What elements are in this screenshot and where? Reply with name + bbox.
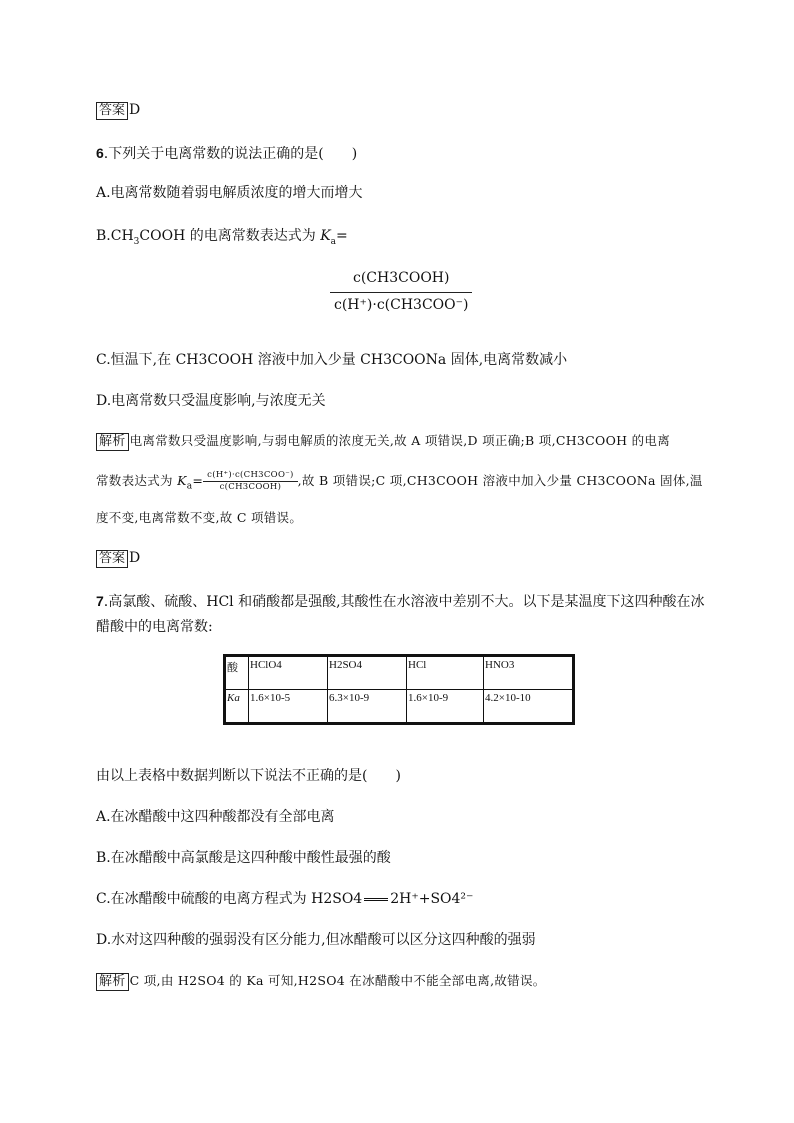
option-b-prefix: B.CH bbox=[96, 228, 134, 244]
equals-sign: = bbox=[336, 228, 348, 244]
q6-option-a: A.电离常数随着弱电解质浓度的增大而增大 bbox=[96, 185, 363, 201]
analysis-text: 电离常数只受温度影响,与弱电解质的浓度无关,故 A 项错误,D 项正确;B 项,CH3COOH 的电离 bbox=[129, 433, 670, 448]
q6-option-b: $B.CH_3COOH$ 的电离常数表达式为 $K_a=$ bbox=[96, 228, 348, 247]
answer-value: D bbox=[129, 550, 141, 566]
q6-stem bbox=[96, 143, 357, 164]
table-header-row bbox=[225, 656, 574, 690]
option-c-products: 2H⁺+SO4²⁻ bbox=[390, 891, 474, 907]
answer-tag: 答案 bbox=[96, 550, 128, 568]
table-cell: HNO3 bbox=[484, 656, 574, 690]
table-cell: HClO4 bbox=[249, 656, 328, 690]
q7-option-b: B.在冰醋酸中高氯酸是这四种酸中酸性最强的酸 bbox=[96, 850, 391, 866]
fraction-numerator: c(H⁺)·c(CH3COO⁻) bbox=[203, 470, 297, 482]
table-cell: 6.3×10-9 bbox=[328, 690, 407, 724]
answer-value: D bbox=[129, 102, 141, 118]
q6-analysis-line-1 bbox=[96, 431, 670, 451]
analysis-tag: 解析 bbox=[96, 973, 129, 991]
question-number: 7 bbox=[96, 593, 104, 609]
q6-analysis-line-3: 度不变,电离常数不变,故 C 项错误。 bbox=[96, 510, 303, 525]
table-cell: 酸 bbox=[225, 656, 249, 690]
analysis-tag: 解析 bbox=[96, 433, 129, 451]
answer-tag: 答案 bbox=[96, 102, 128, 120]
q6-option-c: C.恒温下,在 CH3COOH 溶液中加入少量 CH3COONa 固体,电离常数减小 bbox=[96, 352, 568, 368]
analysis-text: 常数表达式为 bbox=[96, 473, 178, 488]
q7-option-d: D.水对这四种酸的强弱没有区分能力,但冰醋酸可以区分这四种酸的强弱 bbox=[96, 932, 536, 948]
ionization-constant-table bbox=[223, 654, 575, 725]
q7-stem-line-2: 醋酸中的电离常数: bbox=[96, 619, 213, 635]
ka-symbol: K bbox=[177, 473, 187, 488]
option-c-text: C.在冰醋酸中硫酸的电离方程式为 H2SO4 bbox=[96, 891, 363, 907]
table-cell: HCl bbox=[407, 656, 484, 690]
analysis-fraction bbox=[203, 470, 297, 493]
analysis-text: C 项,由 H2SO4 的 Ka 可知,H2SO4 在冰醋酸中不能全部电离,故错误。 bbox=[129, 973, 546, 988]
equals-sign: = bbox=[192, 473, 204, 488]
equation-arrow bbox=[364, 898, 388, 901]
q7-stem-line-1 bbox=[96, 591, 705, 612]
fraction-denominator: c(H⁺)·c(CH3COO⁻) bbox=[334, 297, 469, 313]
q6-option-d: D.电离常数只受温度影响,与浓度无关 bbox=[96, 393, 326, 409]
option-b-text: COOH 的电离常数表达式为 bbox=[139, 228, 321, 244]
question-text: .下列关于电离常数的说法正确的是( ) bbox=[103, 146, 358, 162]
q7-question: 由以上表格中数据判断以下说法不正确的是( ) bbox=[96, 768, 401, 784]
table-cell: Ka bbox=[225, 690, 249, 724]
q7-option-a: A.在冰醋酸中这四种酸都没有全部电离 bbox=[96, 809, 335, 825]
table-cell: 1.6×10-9 bbox=[407, 690, 484, 724]
q7-option-c bbox=[96, 889, 473, 909]
answer-line-q5 bbox=[96, 100, 140, 120]
question-text: .高氯酸、硫酸、HCl 和硝酸都是强酸,其酸性在水溶液中差别不大。以下是某温度下这四种酸在冰 bbox=[103, 594, 705, 610]
table-cell: H2SO4 bbox=[328, 656, 407, 690]
answer-line-q6 bbox=[96, 548, 140, 568]
q6-analysis-line-2 bbox=[96, 470, 703, 493]
fraction-denominator: c(CH3COOH) bbox=[219, 482, 282, 492]
fraction-numerator: c(CH3COOH) bbox=[330, 270, 472, 293]
ka-subscript: a bbox=[330, 236, 337, 247]
ka-symbol: K bbox=[320, 228, 331, 244]
table-cell: 1.6×10-5 bbox=[249, 690, 328, 724]
table-cell: 4.2×10-10 bbox=[484, 690, 574, 724]
question-number: 6 bbox=[96, 145, 104, 161]
analysis-text: ,故 B 项错误;C 项,CH3COOH 溶液中加入少量 CH3COONa 固体,温 bbox=[297, 473, 703, 488]
table-row bbox=[225, 690, 574, 724]
ka-subscript: a bbox=[186, 481, 193, 492]
q7-analysis bbox=[96, 971, 546, 991]
ka-expression-fraction bbox=[330, 270, 472, 313]
